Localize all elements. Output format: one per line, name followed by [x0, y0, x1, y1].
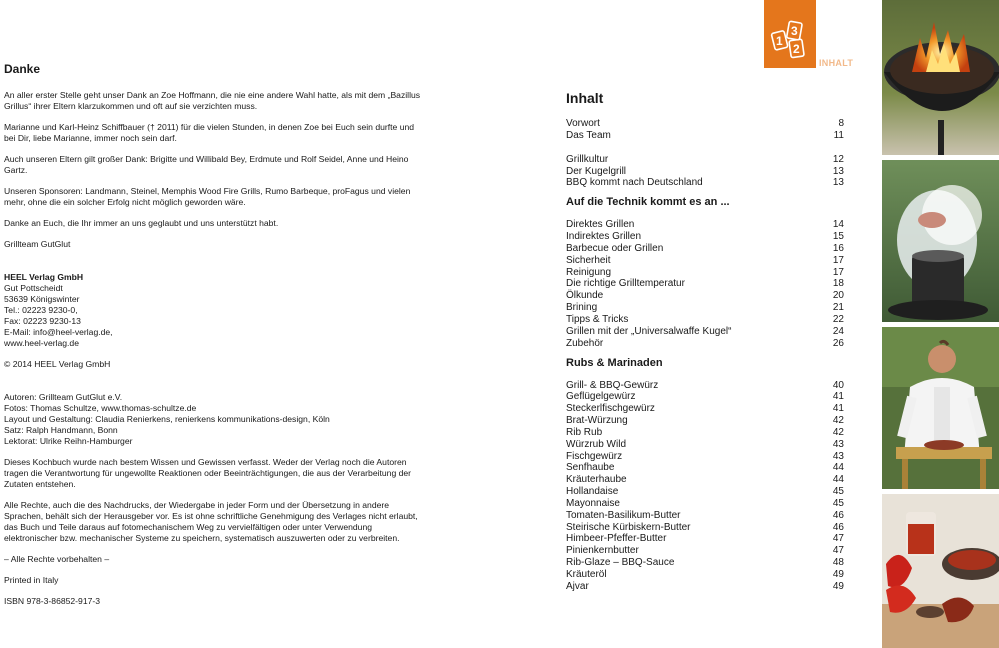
address-line: 53639 Königswinter — [4, 294, 80, 304]
photo-grill-flames — [882, 0, 999, 155]
publisher-address — [4, 272, 424, 349]
thanks-paragraph: Unseren Sponsoren: Landmann, Steinel, Memphis Wood Fire Grills, Rumo Barbeque, proFagus und vielen mehr, ohne die ein solcher Erfolg nicht möglich geworden wäre. — [4, 186, 411, 207]
toc-entry: Ajvar 49 — [566, 580, 844, 592]
imprint-page — [4, 62, 424, 617]
rights-reserved: – Alle Rechte vorbehalten – — [4, 554, 110, 564]
thanks-paragraph: An aller erster Stelle geht unser Dank an Zoe Hoffmann, die nie eine andere Wahl hatte, als mit dem „Bazillus Grillus“ ihrer Eltern klarzukommen und oft auf sie verzichten muss. — [4, 90, 421, 111]
toc-entry: Grillkultur 12 — [566, 153, 844, 165]
toc-entry: Brining 21 — [566, 302, 844, 314]
toc-section-heading: Auf die Technik kommt es an ... — [566, 196, 730, 209]
toc-entry: Grillen mit der „Universalwaffe Kugel“ 24 — [566, 325, 844, 337]
isbn: ISBN 978-3-86852-917-3 — [4, 596, 101, 606]
toc-entry: Barbecue oder Grillen 16 — [566, 242, 844, 254]
toc-title: Inhalt — [566, 90, 604, 106]
toc-entry: BBQ kommt nach Deutschland 13 — [566, 177, 844, 189]
table-of-contents — [566, 90, 844, 593]
credit-line: Satz: Ralph Handmann, Bonn — [4, 425, 118, 435]
address-line: www.heel-verlag.de — [4, 338, 79, 348]
photo-chimney-smoke — [882, 160, 999, 322]
toc-entry: Himbeer-Pfeffer-Butter 47 — [566, 533, 844, 545]
badge-label: INHALT — [819, 58, 854, 68]
address-line: Gut Pottscheidt — [4, 283, 63, 293]
toc-entry: Kräuteröl 49 — [566, 569, 844, 580]
toc-entry: Rib Rub 42 — [566, 426, 844, 438]
toc-entry: Grill- & BBQ-Gewürz 40 — [566, 379, 844, 391]
toc-entry: Brat-Würzung 42 — [566, 415, 844, 427]
credit-line: Fotos: Thomas Schultze, www.thomas-schultze.de — [4, 403, 197, 413]
rights-notice: Alle Rechte, auch die des Nachdrucks, der Wiedergabe in jeder Form und der Übersetzung in andere Sprachen, behält sich der Herausgeber vor. Es ist ohne schriftliche Genehmigung des Verlages nicht erlaubt, das Buch und Teile daraus auf fotomechanischem Weg zu vervielfältigen oder unter Verwendung elektronischer bzw. mechanischer Systeme zu speichern, systematisch auszuwerten oder zu verbreiten. — [4, 500, 418, 543]
toc-entry: Kräuterhaube 44 — [566, 474, 844, 486]
thanks-paragraph: Danke an Euch, die Ihr immer an uns geglaubt und uns unterstützt habt. — [4, 218, 279, 228]
toc-entry: Steckerlfischgewürz 41 — [566, 403, 844, 415]
toc-entry: Geflügelgewürz 41 — [566, 391, 844, 403]
thanks-paragraph: Auch unseren Eltern gilt großer Dank: Brigitte und Willibald Bey, Erdmute und Rolf Seidel, Anne und Heino Gartz. — [4, 154, 409, 175]
copyright: © 2014 HEEL Verlag GmbH — [4, 359, 111, 369]
toc-entry: Die richtige Grilltemperatur 18 — [566, 278, 844, 290]
address-line: Tel.: 02223 9230-0, — [4, 305, 78, 315]
toc-entry: Steirische Kürbiskern-Butter 46 — [566, 521, 844, 533]
photo-strip — [882, 0, 999, 648]
toc-entry: Mayonnaise 45 — [566, 497, 844, 509]
toc-entry: Fischgewürz 43 — [566, 450, 844, 462]
credit-line: Layout und Gestaltung: Claudia Renierkens, renierkens kommunikations-design, Köln — [4, 414, 330, 424]
address-line: E-Mail: info@heel-verlag.de, — [4, 327, 113, 337]
photo-sauces — [882, 494, 999, 648]
toc-entry: Zubehör 26 — [566, 337, 844, 349]
toc-entry: Rib-Glaze – BBQ-Sauce 48 — [566, 557, 844, 569]
credits — [4, 392, 424, 447]
toc-entry: Sicherheit 17 — [566, 254, 844, 266]
toc-entry: Der Kugelgrill 13 — [566, 165, 844, 177]
toc-entry: Vorwort 8 — [566, 118, 844, 129]
badge-digit: 3 — [791, 24, 798, 38]
printed-in: Printed in Italy — [4, 575, 59, 585]
toc-entry: Indirektes Grillen 15 — [566, 231, 844, 243]
disclaimer: Dieses Kochbuch wurde nach bestem Wissen und Gewissen verfasst. Weder der Verlag noch die Autoren tragen die Verantwortung für ungewollte Reaktionen oder Beeinträchtigungen, die aus der Verarbeitung der Zutaten entstehen. — [4, 457, 412, 489]
thanks-paragraph: Marianne und Karl-Heinz Schiffbauer († 2011) für die vielen Stunden, in denen Zoe bei Euch sein durfte und bei Dir, liebe Marianne, immer noch sein darf. — [4, 122, 415, 143]
badge-digit: 1 — [776, 34, 783, 48]
credit-line: Autoren: Grillteam GutGlut e.V. — [4, 392, 123, 402]
number-cards-icon — [770, 20, 810, 64]
thanks-heading: Danke — [4, 62, 41, 76]
toc-entry: Pinienkernbutter 47 — [566, 545, 844, 557]
toc-entry: Würzrub Wild 43 — [566, 438, 844, 450]
toc-entry: Direktes Grillen 14 — [566, 219, 844, 231]
toc-entry: Das Team 11 — [566, 129, 844, 141]
badge-digit: 2 — [793, 42, 800, 56]
credit-line: Lektorat: Ulrike Reihn-Hamburger — [4, 436, 133, 446]
chapter-badge — [764, 0, 816, 68]
publisher-name: HEEL Verlag GmbH — [4, 272, 84, 282]
toc-entry: Tomaten-Basilikum-Butter 46 — [566, 509, 844, 521]
toc-entry: Senfhaube 44 — [566, 462, 844, 474]
toc-entry: Reinigung 17 — [566, 266, 844, 278]
toc-entry: Hollandaise 45 — [566, 486, 844, 498]
address-line: Fax: 02223 9230-13 — [4, 316, 81, 326]
toc-entry: Ölkunde 20 — [566, 290, 844, 302]
thanks-signature: Grillteam GutGlut — [4, 239, 71, 249]
photo-chef — [882, 327, 999, 489]
toc-entry: Tipps & Tricks 22 — [566, 313, 844, 325]
toc-section-heading: Rubs & Marinaden — [566, 356, 663, 369]
